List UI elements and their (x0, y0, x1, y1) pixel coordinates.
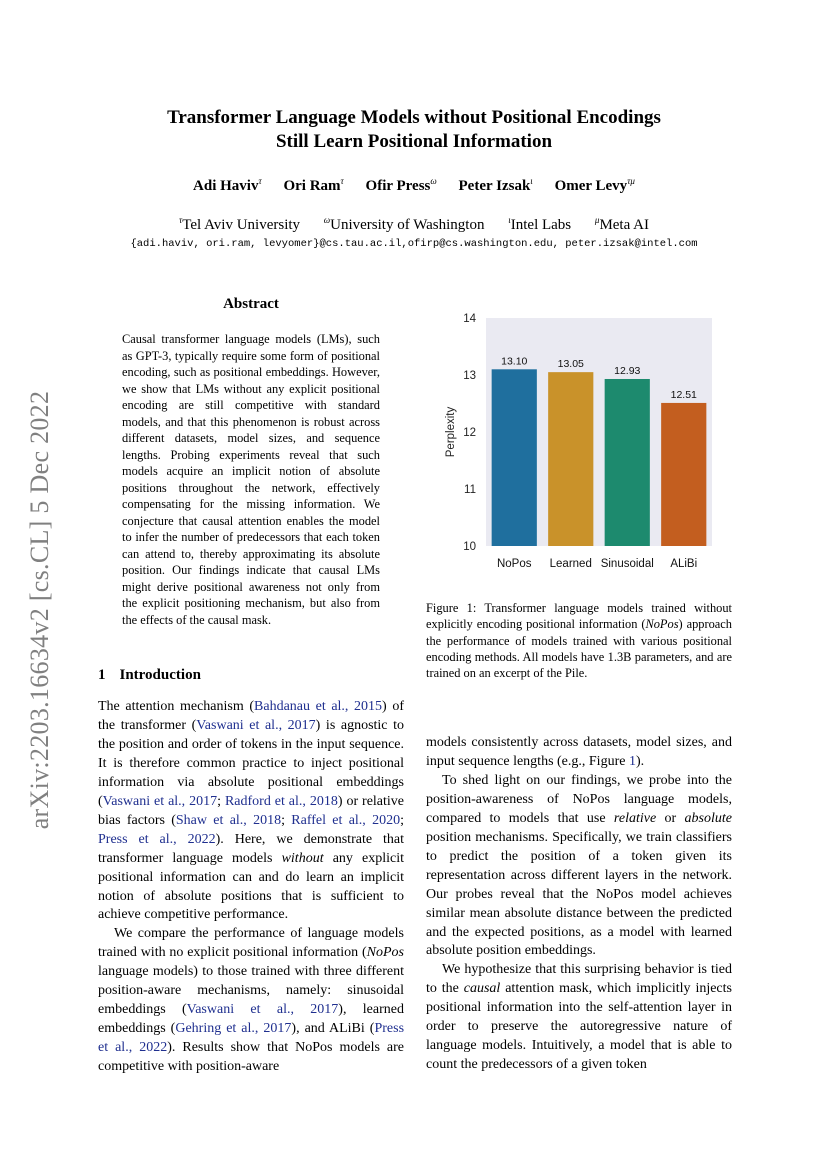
left-column-body (98, 698, 404, 1077)
text-run: ), learned embeddings ( (98, 1002, 404, 1037)
affiliation-mark: μ (594, 215, 600, 225)
text-run: ). Results show that NoPos models are competitive with position-aware (98, 1040, 404, 1075)
text-run: ). (635, 753, 645, 769)
paper-title (100, 106, 728, 154)
text-run: We hypothesize that this surprising behavior is tied to the (426, 962, 732, 997)
citation-link[interactable]: Vaswani et al., 2017 (186, 1002, 339, 1018)
author-name: Adi Haviv (193, 178, 259, 194)
text-run: Figure 1: Transformer language models trained without explicitly encoding positional information ( (426, 601, 732, 632)
bar-value-label: 12.51 (670, 388, 697, 401)
author-emails: {adi.haviv, ori.ram, levyomer}@cs.tau.ac.il,ofirp@cs.washington.edu, peter.izsak@intel.com (130, 238, 698, 250)
x-tick-label: Learned (549, 558, 592, 570)
text-run: language models) to those trained with three different position-aware mechanisms, namely: sinusoidal embeddings ( (98, 964, 404, 1018)
author-mark: τ (258, 176, 262, 186)
author-mark: τ (340, 176, 344, 186)
citation-link[interactable]: Vaswani et al., 2017 (196, 717, 316, 733)
y-tick-label: 12 (463, 427, 476, 439)
text-run: ) of the transformer ( (98, 699, 404, 733)
intro-paragraph-2 (98, 925, 404, 1077)
emphasis: NoPos (366, 945, 404, 961)
section-title: Introduction (119, 667, 201, 683)
citation-link[interactable]: Press et al., 2022 (98, 1021, 405, 1056)
author (555, 178, 635, 194)
bar-nopos (492, 369, 537, 546)
affiliation-mark: τ (178, 215, 183, 225)
section-number: 1 (98, 667, 106, 683)
affiliation (179, 217, 300, 233)
emphasis: relative (613, 810, 657, 826)
text-run: ; (281, 812, 292, 828)
author-mark: τμ (627, 176, 635, 186)
affiliation (508, 217, 571, 233)
affiliation-name: Intel Labs (510, 217, 572, 233)
abstract-heading: Abstract (223, 296, 279, 312)
figure-1-bar-chart (420, 306, 720, 576)
text-run: position mechanisms. Specifically, we train classifiers to predict the position of a token given its representation across different layers in the network. Our probes reveal that the NoPos model achieves similar mean absolute distance between the predicted and the expected positions, as a model with learned absolute position embeddings. (426, 829, 732, 959)
bar-value-label: 12.93 (614, 364, 641, 377)
y-tick-label: 13 (463, 370, 476, 382)
author-name: Ofir Press (365, 178, 431, 194)
text-run: We compare the performance of language models trained with no explicit positional information ( (98, 926, 404, 961)
author (459, 178, 533, 194)
x-tick-label: ALiBi (670, 558, 698, 570)
text-run: ) or relative bias factors ( (98, 793, 405, 828)
author (193, 178, 262, 194)
figure-1-caption (426, 600, 732, 681)
citation-link[interactable]: Vaswani et al., 2017 (102, 793, 218, 809)
text-run: ) is agnostic to the position and order of tokens in the input sequence. It is therefore common practice to inject positional information via absolute positional embeddings ( (98, 717, 404, 809)
affiliation-list (100, 215, 728, 234)
emphasis: causal (463, 981, 501, 997)
citation-link[interactable]: Raffel et al., 2020 (291, 812, 401, 828)
text-run: models consistently across datasets, model sizes, and input sequence lengths (e.g., Figure (426, 735, 732, 769)
author (366, 178, 437, 194)
citation-link[interactable]: Radford et al., 2018 (224, 793, 338, 809)
title-line-2: Still Learn Positional Information (275, 131, 553, 152)
affiliation-mark: ι (508, 215, 511, 225)
text-run: or (656, 810, 685, 826)
bar-alibi (661, 403, 706, 546)
text-run: ; (217, 793, 225, 809)
y-tick-label: 14 (463, 313, 476, 325)
y-tick-label: 10 (463, 541, 476, 553)
y-tick-label: 11 (464, 484, 476, 496)
text-run: any explicit positional information can and do learn an implicit notion of absolute positions that is sufficient to achieve competitive performance. (98, 850, 404, 923)
bar-learned (548, 372, 593, 546)
text-run: To shed light on our findings, we probe into the position-awareness of NoPos language models, compared to models that use (426, 772, 732, 826)
x-tick-label: NoPos (496, 558, 532, 570)
affiliation (324, 217, 485, 233)
emphasis: absolute (684, 810, 732, 826)
section-heading (98, 667, 201, 684)
bar-value-label: 13.05 (557, 358, 584, 371)
citation-link[interactable]: Gehring et al., 2017 (175, 1021, 292, 1037)
author (283, 178, 343, 194)
author-name: Omer Levy (554, 178, 628, 194)
bar-sinusoidal (605, 379, 650, 546)
intro-paragraph-5 (426, 961, 732, 1075)
intro-paragraph-1 (98, 698, 404, 925)
text-run: The attention mechanism ( (98, 699, 255, 714)
affiliation-name: Tel Aviv University (182, 217, 301, 233)
title-line-1: Transformer Language Models without Positional Encodings (167, 107, 661, 128)
emphasis: NoPos (645, 617, 679, 632)
citation-link[interactable]: Bahdanau et al., 2015 (254, 699, 383, 714)
affiliation-name: University of Washington (330, 217, 485, 233)
affiliation-mark: ω (323, 215, 331, 225)
author-name: Peter Izsak (458, 178, 531, 194)
right-column-body (426, 734, 732, 1075)
arxiv-identifier: arXiv:2203.16634v2 [cs.CL] 5 Dec 2022 (25, 390, 54, 830)
text-run: ). Here, we demonstrate that transformer language models (98, 831, 404, 866)
arxiv-sidebar (18, 370, 62, 850)
text-run: ; (400, 812, 404, 828)
abstract-text: Causal transformer language models (LMs), such as GPT-3, typically require some form of positional encoding, such as positional embeddings. However, we show that LMs without any explicit positional encoding are still competitive with standard models, and that this phenomenon is robust across different datasets, model sizes, and sequence lengths. Probing experiments reveal that such models acquire an implicit notion of absolute positions throughout the network, effectively compensating for the missing information. We conjecture that causal attention enables the model to infer the number of predecessors that each token can attend to, thereby approximating its absolute position. Our findings indicate that causal LMs might derive positional awareness not only from the explicit positioning mechanism, but also from the effects of the causal mask. (122, 332, 380, 627)
text-run: attention mask, which implicitly injects positional information into the self-attention layer in order to preserve the autoregressive nature of language models. Intuitively, a model that is able to count the predecessors of a given token (426, 981, 732, 1073)
author-list (100, 176, 728, 195)
intro-paragraph-4 (426, 772, 732, 962)
emphasis: without (281, 850, 324, 866)
author-mark: ω (430, 176, 437, 186)
bar-value-label: 13.10 (501, 355, 528, 368)
citation-link[interactable]: Shaw et al., 2018 (175, 812, 282, 828)
text-run: ) approach the performance of models trained with various positional encoding methods. All models have 1.3B parameters, and are trained on an excerpt of the Pile. (426, 617, 732, 681)
figure-reference-link[interactable]: 1 (628, 753, 636, 769)
author-name: Ori Ram (283, 178, 341, 194)
citation-link[interactable]: Press et al., 2022 (98, 831, 216, 847)
y-axis-label: Perplexity (445, 406, 457, 458)
affiliation-name: Meta AI (599, 217, 650, 233)
affiliation (595, 217, 649, 233)
intro-paragraph-3 (426, 734, 732, 772)
author-mark: ι (530, 176, 533, 186)
text-run: ), and ALiBi ( (291, 1021, 375, 1037)
x-tick-label: Sinusoidal (600, 558, 654, 570)
